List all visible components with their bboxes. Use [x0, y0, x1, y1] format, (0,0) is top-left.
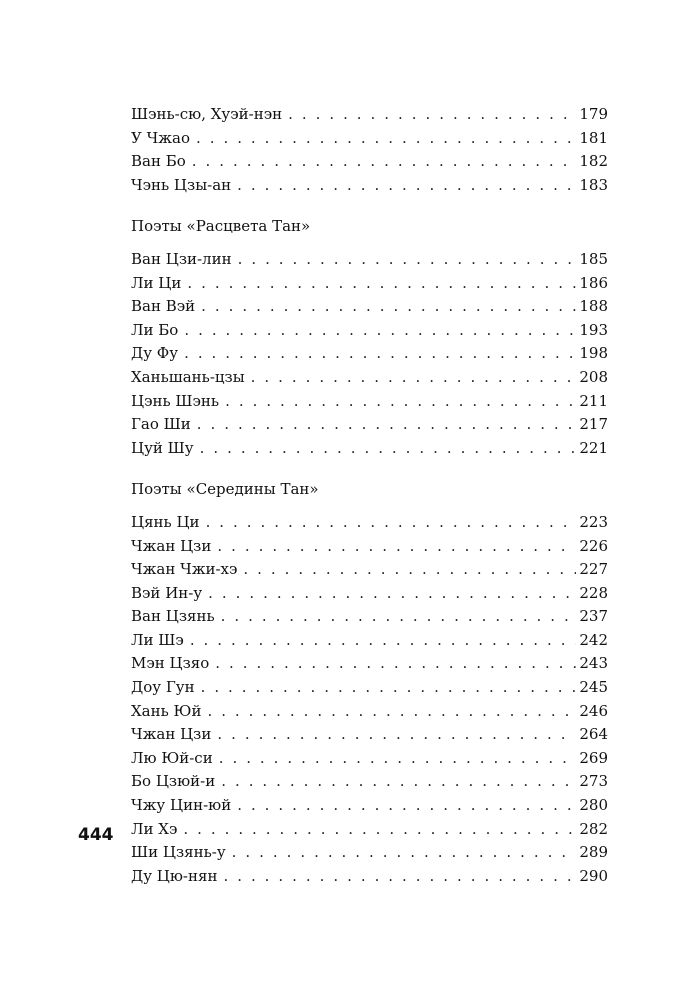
toc-entry [131, 629, 608, 653]
toc-entry [131, 818, 608, 842]
table-of-contents [131, 103, 608, 888]
page-number: 444 [78, 825, 114, 845]
toc-entry [131, 511, 608, 535]
toc-entry-page: 186 [579, 273, 608, 292]
toc-entry-name: Чжан Цзи [131, 725, 212, 744]
dot-leader [221, 770, 576, 794]
dot-leader [219, 747, 577, 771]
dot-leader [192, 150, 577, 174]
dot-leader [232, 841, 577, 865]
toc-entry-name: Ван Цзи-лин [131, 249, 232, 268]
toc-entry-page: 228 [579, 583, 608, 602]
toc-entry-name: Ду Цю-нян [131, 866, 218, 885]
toc-section [131, 215, 608, 460]
dot-leader [197, 413, 577, 437]
toc-entry [131, 103, 608, 127]
toc-entry [131, 437, 608, 461]
toc-entry-page: 179 [579, 105, 608, 123]
toc-entry-page: 208 [579, 367, 608, 386]
toc-entry-name: Доу Гун [131, 678, 195, 697]
toc-entry-page: 237 [579, 607, 608, 626]
toc-entry [131, 150, 608, 174]
toc-entry-page: 226 [579, 536, 608, 555]
toc-entry-page: 183 [579, 175, 608, 194]
toc-entry-name: Цэнь Шэнь [131, 391, 220, 410]
toc-entry-name: Шэнь-сю, Хуэй-нэн [131, 105, 283, 123]
toc-entry-name: Вэй Ин-у [131, 583, 203, 602]
toc-entry-page: 245 [579, 678, 608, 697]
toc-entry-page: 289 [579, 843, 608, 862]
toc-entry-name: Чжу Цин-юй [131, 796, 232, 815]
toc-entry [131, 174, 608, 198]
toc-entry-name: Бо Цзюй-и [131, 772, 216, 791]
dot-leader [187, 272, 576, 296]
toc-entry-page: 223 [579, 512, 608, 531]
toc-entry-page: 185 [579, 249, 608, 268]
toc-entry [131, 558, 608, 582]
toc-entry [131, 605, 608, 629]
toc-entry-name: Ван Бо [131, 152, 186, 171]
toc-entry [131, 248, 608, 272]
toc-entry-name: Чжан Чжи-хэ [131, 560, 238, 579]
toc-entry [131, 770, 608, 794]
toc-entry-page: 282 [579, 819, 608, 838]
toc-entry-page: 246 [579, 701, 608, 720]
toc-entry [131, 272, 608, 296]
toc-entry-page: 182 [579, 152, 608, 171]
toc-entry-page: 221 [579, 438, 608, 457]
toc-section [131, 103, 608, 197]
toc-entry-page: 181 [579, 128, 608, 147]
toc-entry-page: 217 [579, 415, 608, 434]
section-spacer [131, 197, 608, 215]
toc-entry-page: 198 [579, 344, 608, 363]
section-heading: Поэты «Расцвета Тан» [131, 217, 311, 236]
toc-entry [131, 342, 608, 366]
toc-entry-page: 280 [579, 796, 608, 815]
toc-entry [131, 413, 608, 437]
toc-entry-name: Ли Шэ [131, 630, 184, 649]
dot-leader [184, 319, 576, 343]
dot-leader [215, 652, 576, 676]
toc-entry [131, 676, 608, 700]
toc-entry [131, 535, 608, 559]
dot-leader [190, 629, 577, 653]
toc-entry-page: 227 [579, 560, 608, 579]
toc-entry-page: 211 [579, 391, 608, 410]
toc-entry [131, 295, 608, 319]
toc-entry [131, 794, 608, 818]
toc-entry-name: Лю Юй-си [131, 748, 213, 767]
toc-entry [131, 652, 608, 676]
toc-entry-page: 243 [579, 654, 608, 673]
toc-entry [131, 127, 608, 151]
toc-section [131, 478, 608, 888]
dot-leader [221, 605, 577, 629]
toc-entry-name: Ван Цзянь [131, 607, 215, 626]
toc-entry-page: 188 [579, 297, 608, 316]
toc-entry [131, 319, 608, 343]
toc-entry-name: Чжан Цзи [131, 536, 212, 555]
dot-leader [225, 390, 576, 414]
toc-entry-name: Ши Цзянь-у [131, 843, 226, 862]
section-spacer [131, 460, 608, 478]
toc-entry-page: 269 [579, 748, 608, 767]
toc-entry [131, 700, 608, 724]
toc-entry [131, 747, 608, 771]
toc-entry-name: Мэн Цзяо [131, 654, 210, 673]
dot-leader [237, 174, 576, 198]
dot-leader [207, 700, 576, 724]
toc-entry-name: Ханьшань-цзы [131, 367, 245, 386]
dot-leader [217, 723, 576, 747]
toc-entry-name: Ли Бо [131, 320, 179, 339]
toc-entry-name: У Чжао [131, 128, 190, 147]
toc-entry [131, 723, 608, 747]
toc-entry [131, 390, 608, 414]
toc-entry-page: 193 [579, 320, 608, 339]
dot-leader [223, 865, 576, 889]
toc-entry [131, 841, 608, 865]
toc-entry-name: Ван Вэй [131, 297, 196, 316]
dot-leader [217, 535, 576, 559]
dot-leader [200, 437, 577, 461]
toc-entry-page: 264 [579, 725, 608, 744]
dot-leader [243, 558, 576, 582]
toc-entry-name: Гао Ши [131, 415, 191, 434]
dot-leader [238, 248, 577, 272]
toc-entry-name: Хань Юй [131, 701, 202, 720]
dot-leader [196, 127, 576, 151]
toc-entry [131, 865, 608, 889]
dot-leader [201, 295, 576, 319]
dot-leader [183, 818, 576, 842]
heading-spacer [131, 239, 608, 248]
dot-leader [208, 582, 576, 606]
toc-entry-page: 273 [579, 772, 608, 791]
dot-leader [201, 676, 577, 700]
dot-leader [184, 342, 576, 366]
section-heading: Поэты «Середины Тан» [131, 480, 319, 499]
toc-entry-name: Цуй Шу [131, 438, 194, 457]
toc-entry-name: Ли Хэ [131, 819, 178, 838]
heading-spacer [131, 502, 608, 511]
toc-entry-page: 290 [579, 866, 608, 885]
toc-entry [131, 366, 608, 390]
toc-entry-name: Ли Ци [131, 273, 182, 292]
toc-entry-page: 242 [579, 630, 608, 649]
toc-entry-name: Цянь Ци [131, 512, 200, 531]
dot-leader [206, 511, 577, 535]
toc-entry-name: Чэнь Цзы-ан [131, 175, 232, 194]
dot-leader [288, 103, 576, 127]
dot-leader [237, 794, 576, 818]
toc-entry-name: Ду Фу [131, 344, 179, 363]
toc-entry [131, 582, 608, 606]
dot-leader [251, 366, 577, 390]
